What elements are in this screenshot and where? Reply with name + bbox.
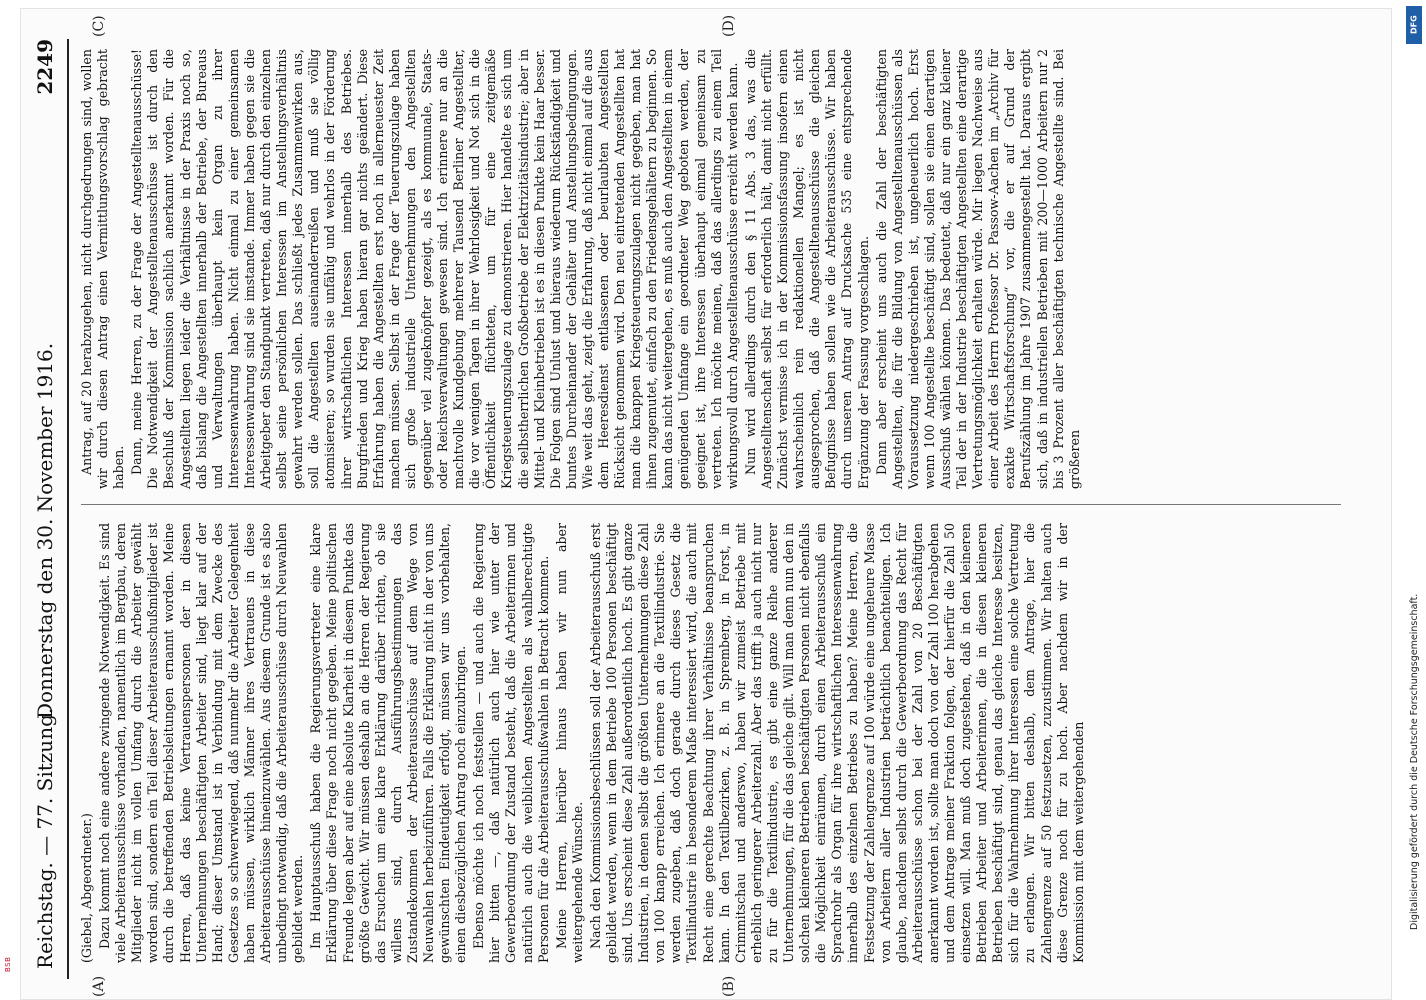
page-number: 2249 bbox=[33, 39, 57, 95]
marker-d: (D) bbox=[721, 14, 737, 37]
marker-b: (B) bbox=[721, 975, 737, 997]
left-column bbox=[79, 523, 1089, 963]
header-rule bbox=[67, 39, 69, 979]
right-column bbox=[79, 49, 1085, 489]
page-content bbox=[21, 9, 1391, 999]
credit-text: Digitalisierung gefördert durch die Deutsche Forschungsgemeinschaft. bbox=[1409, 593, 1420, 930]
paragraph: Ebenso möchte ich noch feststellen — und auch die Regierung hier bitten —, daß natürlich auch hier wie unter der Gewerbeordnung der Zustand besteht, daß die Arbeiterinnen und natürlich auch die weiblichen Angestellten als wahlberechtigte Personen für die Arbeiterausschußwahlen in Betracht kommen. bbox=[471, 523, 551, 963]
scanned-page bbox=[20, 8, 1392, 1000]
marker-a: (A) bbox=[91, 975, 107, 997]
paragraph: Nach den Kommissionsbeschlüssen soll der Arbeiterausschuß erst gebildet werden, wenn in dem Betriebe 100 Personen beschäftigt sind. Uns erscheint diese Zahl außerordentlich hoch. Es gibt ganze Industrien, in denen selbst die größten Unternehmungen diese Zahl von 100 knapp erreichen. Ich erinnere an die Textilindustrie. Sie werden zugeben, daß doch gerade durch dieses Gesetz die Textilindustrie in besonderem Maße interessiert wird, die auch mit Recht eine gerechte Beachtung ihrer Verhältnisse beanspruchen kann. In den Textilbezirken, z. B. in Spremberg, in Forst, in Crimmitschau und anderswo, haben wir zumeist Betriebe mit erheblich geringerer Arbeiterzahl. Aber das trifft ja auch nicht nur zu für die Textilindustrie, es gibt eine ganze Reihe anderer Unternehmungen, für die das gleiche gilt. Will man denn nun den in solchen kleineren Betrieben beschäftigten Personen nicht ebenfalls die Möglichkeit einräumen, durch einen Arbeiterausschuß ein Sprachrohr als Organ für ihre wirtschaftlichen Interessenwahrung innerhalb des einzelnen Betriebes zu haben? Meine Herren, die Festsetzung der Zahlengrenze auf 100 würde eine ungeheure Masse von Arbeitern aller Industrien beträchtlich benachteiligen. Ich glaube, nachdem selbst durch die Gewerbeordnung das Recht für Arbeiterausschüsse schon bei der Zahl von 20 Beschäftigten anerkannt worden ist, sollte man doch von der Zahl 100 herabgehen und dem Antrage meiner Fraktion folgen, der hierfür die Zahl 50 einsetzen will. Man muß doch zugestehen, daß in den kleineren Betrieben Arbeiter und Arbeiterinnen, die in diesen kleineren Betrieben beschäftigt sind, genau das gleiche Interesse besitzen, sich für die Wahrnehmung ihrer Interessen eine solche Vertretung zu erlangen. Wir bitten deshalb, dem Antrage, hier die Zahlengrenze auf 50 festzusetzen, zuzustimmen. Wir halten auch diese Grenze noch für zu hoch. Aber nachdem wir in der Kommission mit dem weitergehenden bbox=[587, 523, 1086, 963]
paragraph: Antrag, auf 20 herabzugehen, nicht durchgedrungen sind, wollen wir durch diesen Antrag einen Vermittlungsvorschlag gebracht haben. bbox=[79, 49, 127, 489]
dfg-logo: DFG bbox=[1406, 6, 1422, 44]
digitization-credit bbox=[1406, 10, 1422, 990]
header-center: Donnerstag den 30. November 1916. bbox=[33, 342, 57, 719]
paragraph: Meine Herren, hierüber hinaus haben wir nun aber weitergehende Wünsche. bbox=[553, 523, 585, 963]
paragraph: Dazu kommt noch eine andere zwingende Notwendigkeit. Es sind viele Arbeiterausschüsse vorhanden, namentlich im Bergbau, deren Mitglieder nicht im vollen Umfang durch die Arbeiter gewählt worden sind, sondern ein Teil dieser Arbeiterausschußmitglieder ist durch die betreffenden Betriebsleitungen ernannt worden. Meine Herren, daß das keine Vertrauenspersonen der in diesen Unternehmungen beschäftigten Arbeiter sind, liegt klar auf der Hand; dieser Umstand ist in Verbindung mit dem Zwecke des Gesetzes so schwerwiegend, daß nunmehr die Arbeiter Gelegenheit haben müssen, wirklich Männer ihres Vertrauens in diese Arbeiterausschüsse hineinzuwählen. Aus diesem Grunde ist es also unbedingt notwendig, daß die Arbeiterausschüsse durch Neuwahlen gebildet werden. bbox=[97, 523, 306, 963]
marker-c: (C) bbox=[91, 15, 107, 37]
column-divider bbox=[81, 504, 1341, 505]
paragraph: Dann aber erscheint uns auch die Zahl der beschäftigten Angestellten, die für die Bildung von Angestelltenausschüssen als Voraussetzung niedergeschrieben ist, ungeheuerlich hoch. Erst wenn 100 Angestellte beschäftigt sind, sollen sie einen derartigen Ausschuß wählen können. Das bedeutet, daß nur ein ganz kleiner Teil der in der Industrie beschäftigten Angestellten eine derartige Vertretungsmöglichkeit erhalten würde. Mir liegen Nachweise aus einer Arbeit des Herrn Professor Dr. Passow-Aachen im „Archiv für exakte Wirtschaftsforschung“ vor, die er auf Grund der Berufszählung im Jahre 1907 zusammengestellt hat. Daraus ergibt sich, daß in industriellen Betrieben mit 200—1000 Arbeitern nur 2 bis 3 Prozent aller beschäftigten technische Angestellte sind. Bei größeren bbox=[873, 49, 1082, 489]
paragraph: Nun wird allerdings durch den § 11 Abs. 3 das, was die Angestelltenschaft selbst für erforderlich hält, damit nicht erfüllt. Zunächst vermisse ich in der Kommissionsfassung insofern einen wahrscheinlich rein redaktionellen Mangel; es ist nicht ausgesprochen, daß die Angestelltenausschüsse die gleichen Befugnisse haben sollen wie die Arbeiterausschüsse. Wir haben durch unseren Antrag auf Drucksache 535 eine entsprechende Ergänzung der Fassung vorgeschlagen. bbox=[742, 49, 871, 489]
paragraph: Dann, meine Herren, zu der Frage der Angestelltenausschüsse! Die Notwendigkeit der Angestelltenausschüsse ist durch den Beschluß der Kommission sachlich anerkannt worden. Für die Angestellten liegen leider die Verhältnisse in der Praxis noch so, daß bislang die Angestellten innerhalb der Betriebe, der Bureaus und Verwaltungen überhaupt kein Organ zu ihrer Interessenwahrung haben. Nicht einmal zu einer gemeinsamen Interessenwahrung sind sie imstande. Immer haben gegen sie die Arbeitgeber den Standpunkt vertreten, daß nur durch den einzelnen selbst seine persönlichen Interessen im Anstellungsverhältnis gewahrt werden sollen. Das schließt jedes Zusammenwirken aus, soll die Angestellten auseinanderreißen und muß sie völlig atomisieren; so wurden sie unfähig und wehrlos in der Förderung ihrer wirtschaftlichen Interessen innerhalb des Betriebes. Burgfrieden und Krieg haben hieran gar nichts geändert. Diese Erfahrung haben die Angestellten erst noch in allerneuester Zeit machen müssen. Selbst in der Frage der Teuerungszulage haben sich große industrielle Unternehmungen den Angestellten gegenüber viel zugeknöpfter gezeigt, als es kommunale, Staats- oder Reichsverwaltungen gewesen sind. Ich erinnere nur an die machtvolle Kundgebung mehrerer Tausend Berliner Angestellter, die vor wenigen Tagen in ihrer Wehrlosigkeit und Not sich in die Öffentlichkeit flüchteten, um für eine zeitgemäße Kriegsteuerungszulage zu demonstrieren. Hier handelte es sich um die selbstherrlichen Großbetriebe der Elektrizitätsindustrie; aber in Mittel- und Kleinbetrieben ist es in diesen Punkte kein Haar besser. Die Folgen sind Unlust und hieraus wiederum Rückständigkeit und buntes Durcheinander der Gehälter und Anstellungsbedingungen. Wie weit das geht, zeigt die Erfahrung, daß nicht einmal auf die aus dem Heeresdienst entlassenen oder beurlaubten Angestellten Rücksicht genommen wird. Den neu eintretenden Angestellten hat man die knappen Kriegsteuerungszulagen nicht gegeben, man hat ihnen zugemutet, einfach zu den Friedensgehältern zu beginnen. So kann das nicht weitergehen, es muß auch den Angestellten in einem genügenden Umfange ein geordneter Weg geboten werden, der geeignet ist, ihre Interessen überhaupt einmal gemeinsam zu vertreten. Ich möchte meinen, daß das allerdings zu einem Teil wirkungsvoll durch Angestelltenausschüsse erreicht werden kann. bbox=[129, 49, 740, 489]
paragraph: Im Hauptausschuß haben die Regierungsvertreter eine klare Erklärung über diese Frage noch nicht gegeben. Meine politischen Freunde legen aber auf eine absolute Klarheit in diesem Punkte das größte Gewicht. Wir müssen deshalb an die Herren der Regierung das Ersuchen um eine klare Erklärung darüber richten, ob sie willens sind, durch Ausführungsbestimmungen das Zustandekommen der Arbeiterausschüsse auf dem Wege von Neuwahlen herbeizuführen. Falls die Erklärung nicht in der von uns gewünschten Eindeutigkeit erfolgt, müssen wir uns vorbehalten, einen diesbezüglichen Antrag noch einzubringen. bbox=[308, 523, 469, 963]
page-header bbox=[29, 39, 69, 969]
bsb-tag: BSB bbox=[4, 956, 12, 972]
speaker-label: (Giebel, Abgeordneter.) bbox=[79, 813, 94, 963]
header-left: Reichstag. — 77. Sitzung. bbox=[33, 707, 57, 969]
